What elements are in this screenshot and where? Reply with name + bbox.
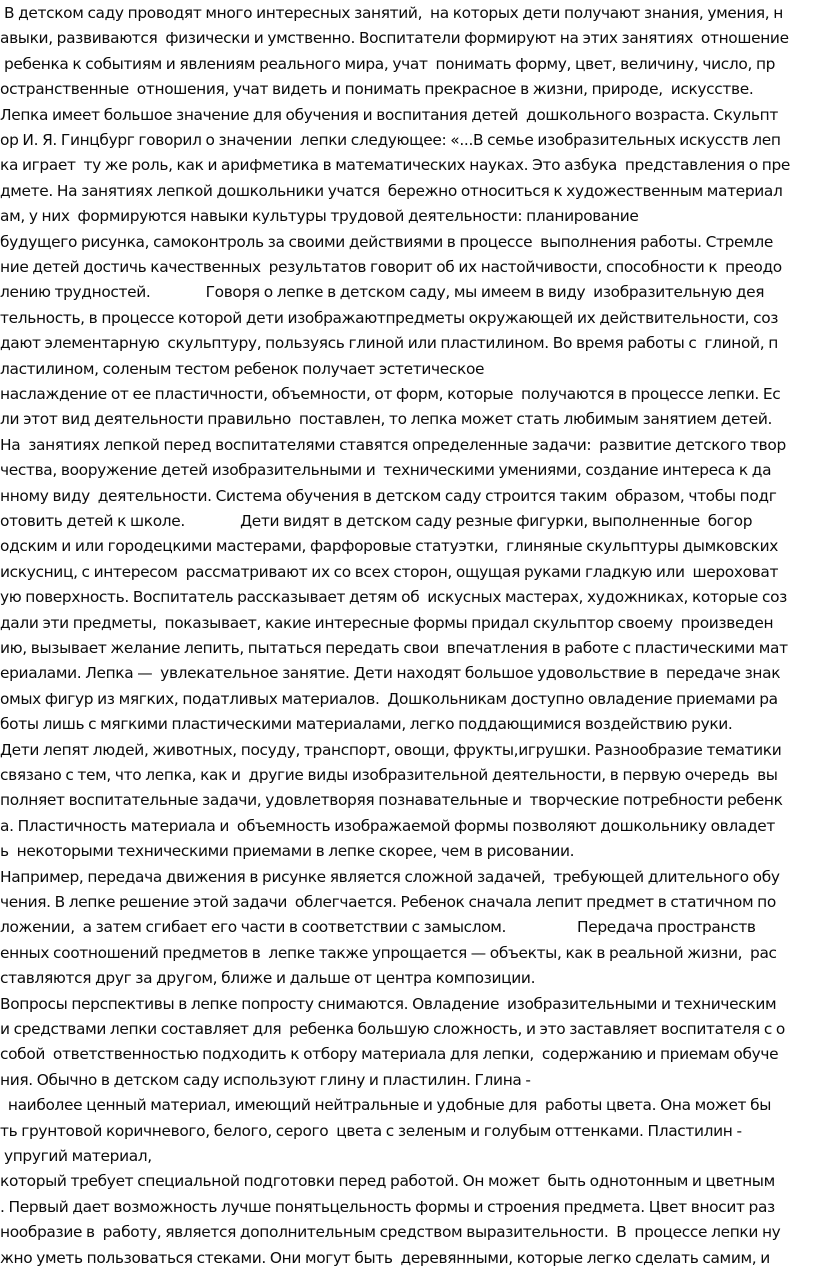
text-line: остранственные отношения, учат видеть и понимать прекрасное в жизни, природе, искусстве. bbox=[0, 80, 754, 99]
text-line: ние детей достичь качественных результатов говорит об их настойчивости, способности к преодо bbox=[0, 258, 782, 276]
text-line: чества, вооружение детей изобразительными и техническими умениями, создание интереса к да bbox=[0, 461, 772, 480]
text-line: чения. В лепке решение этой задачи облегчается. Ребенок сначала лепит предмет в статичном по bbox=[0, 893, 776, 911]
text-line: нному виду деятельности. Система обучения в детском саду строится таким образом, чтобы подг bbox=[0, 486, 777, 505]
text-line: и средствами лепки составляет для ребенка большую сложность, и это заставляет воспитателя с о bbox=[0, 1020, 785, 1038]
text-line: ь некоторыми техническими приемами в лепке скорее, чем в рисовании. bbox=[0, 842, 575, 861]
text-line: связано с тем, что лепка, как и другие виды изобразительной деятельности, в первую очередь вы bbox=[0, 766, 778, 784]
text-line: искусниц, с интересом рассматривают их со всех сторон, ощущая руками гладкую или шероховат bbox=[0, 562, 779, 581]
text-line: Например, передача движения в рисунке является сложной задачей, требующей длительного обу bbox=[0, 867, 780, 886]
text-line: боты лишь с мягкими пластическими материалами, легко поддающимися воздействию руки. bbox=[0, 715, 733, 734]
text-line: авыки, развиваются физически и умственно. Воспитатели формируют на этих занятиях отношение bbox=[0, 29, 789, 48]
text-line: На занятиях лепкой перед воспитателями ставятся определенные задачи: развитие детского твор bbox=[0, 435, 786, 454]
text-line: ор И. Я. Гинцбург говорил о значении лепки следующее: «...В семье изобразительных искусств леп bbox=[0, 131, 781, 149]
text-line: нообразие в работу, является дополнительным средством выразительности. В процессе лепки ну bbox=[0, 1223, 781, 1242]
text-line: Лепка имеет большое значение для обучения и воспитания детей дошкольного возраста. Скульпт bbox=[0, 105, 778, 124]
text-line: жно уметь пользоваться стеками. Они могут быть деревянными, которые легко сделать самим, и bbox=[0, 1248, 770, 1267]
text-line: ластилином, соленым тестом ребенок получает эстетическое bbox=[0, 359, 485, 378]
text-line: одским и или городецкими мастерами, фарфоровые статуэтки, глиняные скульптуры дымковских bbox=[0, 537, 779, 556]
text-line: ложении, а затем сгибает его части в соответствии с замыслом. Передача пространств bbox=[0, 918, 756, 937]
text-line: ния. Обычно в детском саду используют глину и пластилин. Глина - bbox=[0, 1070, 531, 1089]
text-line: дали эти предметы, показывает, какие интересные формы придал скульптор своему произведен bbox=[0, 613, 774, 632]
text-line: который требует специальной подготовки перед работой. Он может быть однотонным и цветным bbox=[0, 1172, 775, 1191]
text-line: отовить детей к школе. Дети видят в детском саду резные фигурки, выполненные богор bbox=[0, 512, 753, 530]
text-line: Вопросы перспективы в лепке попросту снимаются. Овладение изобразительными и техническим bbox=[0, 994, 777, 1013]
text-line: наслаждение от ее пластичности, объемности, от форм, которые получаются в процессе лепки. Ес bbox=[0, 385, 781, 403]
text-line: упругий материал, bbox=[0, 1147, 152, 1165]
text-line: омых фигур из мягких, податливых материалов. Дошкольникам доступно овладение приемами ра bbox=[0, 689, 778, 708]
text-line: ериалами. Лепка — увлекательное занятие. Дети находят большое удовольствие в передаче знак bbox=[0, 664, 781, 683]
text-line: ставляются друг за другом, ближе и дальше от центра композиции. bbox=[0, 969, 536, 988]
text-line: дмете. На занятиях лепкой дошкольники учатся бережно относиться к художественным материал bbox=[0, 181, 783, 200]
text-line: ам, у них формируются навыки культуры трудовой деятельности: планирование bbox=[0, 207, 639, 226]
text-line: будущего рисунка, самоконтроль за своими действиями в процессе выполнения работы. Стремле bbox=[0, 232, 774, 251]
text-line: В детском саду проводят много интересных занятий, на которых дети получают знания, умения, н bbox=[0, 4, 783, 22]
text-line: Дети лепят людей, животных, посуду, транспорт, овощи, фрукты,игрушки. Разнообразие тематики bbox=[0, 740, 782, 759]
text-line: ли этот вид деятельности правильно поставлен, то лепка может стать любимым занятием детей. bbox=[0, 410, 773, 429]
text-line: ию, вызывает желание лепить, пытаться передать свои впечатления в работе с пластическими мат bbox=[0, 639, 788, 657]
text-line: лению трудностей. Говоря о лепке в детском саду, мы имеем в виду изобразительную дея bbox=[0, 283, 765, 302]
text-line: енных соотношений предметов в лепке также упрощается — объекты, как в реальной жизни, рас bbox=[0, 943, 777, 962]
text-line: . Первый дает возможность лучше понятьцельность формы и строения предмета. Цвет вносит раз bbox=[0, 1197, 775, 1216]
text-line: наиболее ценный материал, имеющий нейтральные и удобные для работы цвета. Она может бы bbox=[0, 1096, 772, 1115]
text-line: а. Пластичность материала и объемность изображаемой формы позволяют дошкольнику овладет bbox=[0, 816, 775, 835]
text-line: ребенка к событиям и явлениям реального мира, учат понимать форму, цвет, величину, число, пр bbox=[0, 54, 776, 73]
text-line: ую поверхность. Воспитатель рассказывает детям об искусных мастерах, художниках, которые соз bbox=[0, 588, 787, 607]
text-line: полняет воспитательные задачи, удовлетворяя познавательные и творческие потребности ребенк bbox=[0, 791, 783, 810]
text-line: тельность, в процессе которой дети изображаютпредметы окружающей их действительности, соз bbox=[0, 308, 779, 327]
text-line: собой ответственностью подходить к отбору материала для лепки, содержанию и приемам обуче bbox=[0, 1045, 779, 1064]
text-line: ть грунтовой коричневого, белого, серого цвета с зеленым и голубым оттенками. Пластилин - bbox=[0, 1121, 742, 1140]
text-line: дают элементарную скульптуру, пользуясь глиной или пластилином. Во время работы с глиной, п bbox=[0, 334, 778, 353]
text-line: ка играет ту же роль, как и арифметика в математических науках. Это азбука представления о пре bbox=[0, 156, 790, 175]
